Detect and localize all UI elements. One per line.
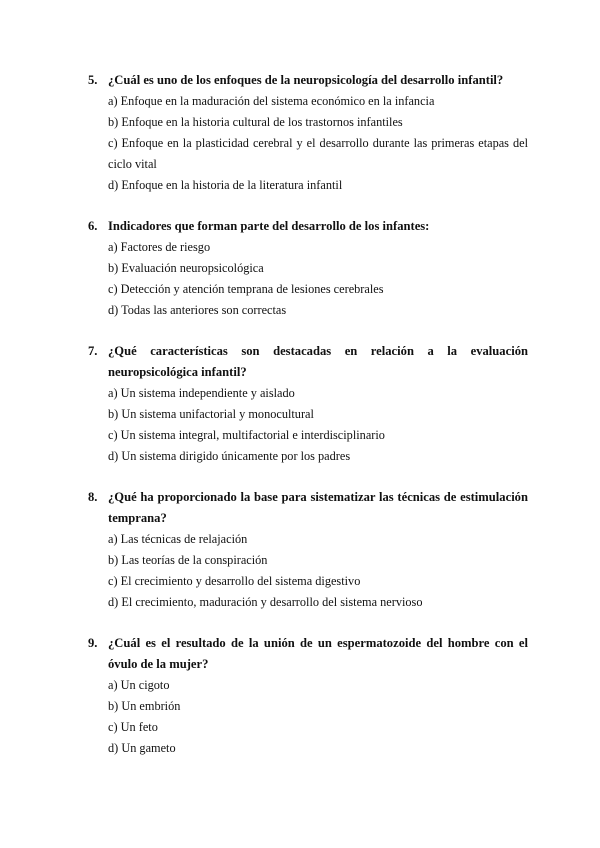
question-text: ¿Qué ha proporcionado la base para sistematizar las técnicas de estimulación temprana? (108, 490, 528, 525)
question-6 (88, 216, 528, 321)
question-7 (88, 341, 528, 467)
question-number: 7. (88, 344, 98, 358)
question-heading (88, 487, 528, 529)
answer-option-c: c) Detección y atención temprana de lesiones cerebrales (108, 282, 384, 296)
answer-option-b: b) Las teorías de la conspiración (108, 553, 268, 567)
answer-option-a: a) Un sistema independiente y aislado (108, 386, 295, 400)
answer-option-a: a) Enfoque en la maduración del sistema económico en la infancia (108, 94, 435, 108)
answer-option-a: a) Las técnicas de relajación (108, 532, 248, 546)
answer-options (88, 529, 528, 613)
answer-option-d: d) Enfoque en la historia de la literatura infantil (108, 178, 343, 192)
question-heading (88, 70, 528, 91)
question-9 (88, 633, 528, 759)
answer-option-d: d) Un gameto (108, 741, 176, 755)
answer-option-b: b) Enfoque en la historia cultural de los trastornos infantiles (108, 115, 403, 129)
answer-options (88, 91, 528, 196)
question-number: 5. (88, 73, 98, 87)
question-text: ¿Cuál es uno de los enfoques de la neuropsicología del desarrollo infantil? (108, 73, 504, 87)
answer-option-a: a) Factores de riesgo (108, 240, 211, 254)
answer-option-d: d) Todas las anteriores son correctas (108, 303, 287, 317)
answer-option-c: c) Un feto (108, 720, 158, 734)
answer-option-c: c) El crecimiento y desarrollo del sistema digestivo (108, 574, 361, 588)
question-8 (88, 487, 528, 613)
question-heading (88, 216, 528, 237)
question-heading (88, 341, 528, 383)
answer-option-b: b) Evaluación neuropsicológica (108, 261, 264, 275)
question-text: Indicadores que forman parte del desarrollo de los infantes: (108, 219, 430, 233)
question-number: 9. (88, 636, 98, 650)
answer-options (88, 675, 528, 759)
question-text: ¿Cuál es el resultado de la unión de un espermatozoide del hombre con el óvulo de la mujer? (108, 636, 528, 671)
answer-option-d: d) El crecimiento, maduración y desarrollo del sistema nervioso (108, 595, 423, 609)
question-heading (88, 633, 528, 675)
answer-options (88, 383, 528, 467)
question-number: 8. (88, 490, 98, 504)
answer-option-c: c) Un sistema integral, multifactorial e interdisciplinario (108, 428, 385, 442)
question-text: ¿Qué características son destacadas en relación a la evaluación neuropsicológica infantil? (108, 344, 528, 379)
answer-options (88, 237, 528, 321)
answer-option-c: c) Enfoque en la plasticidad cerebral y el desarrollo durante las primeras etapas del ciclo vital (108, 136, 528, 171)
answer-option-b: b) Un embrión (108, 699, 181, 713)
question-number: 6. (88, 219, 98, 233)
answer-option-d: d) Un sistema dirigido únicamente por los padres (108, 449, 351, 463)
question-5 (88, 70, 528, 196)
answer-option-b: b) Un sistema unifactorial y monocultural (108, 407, 314, 421)
answer-option-a: a) Un cigoto (108, 678, 170, 692)
